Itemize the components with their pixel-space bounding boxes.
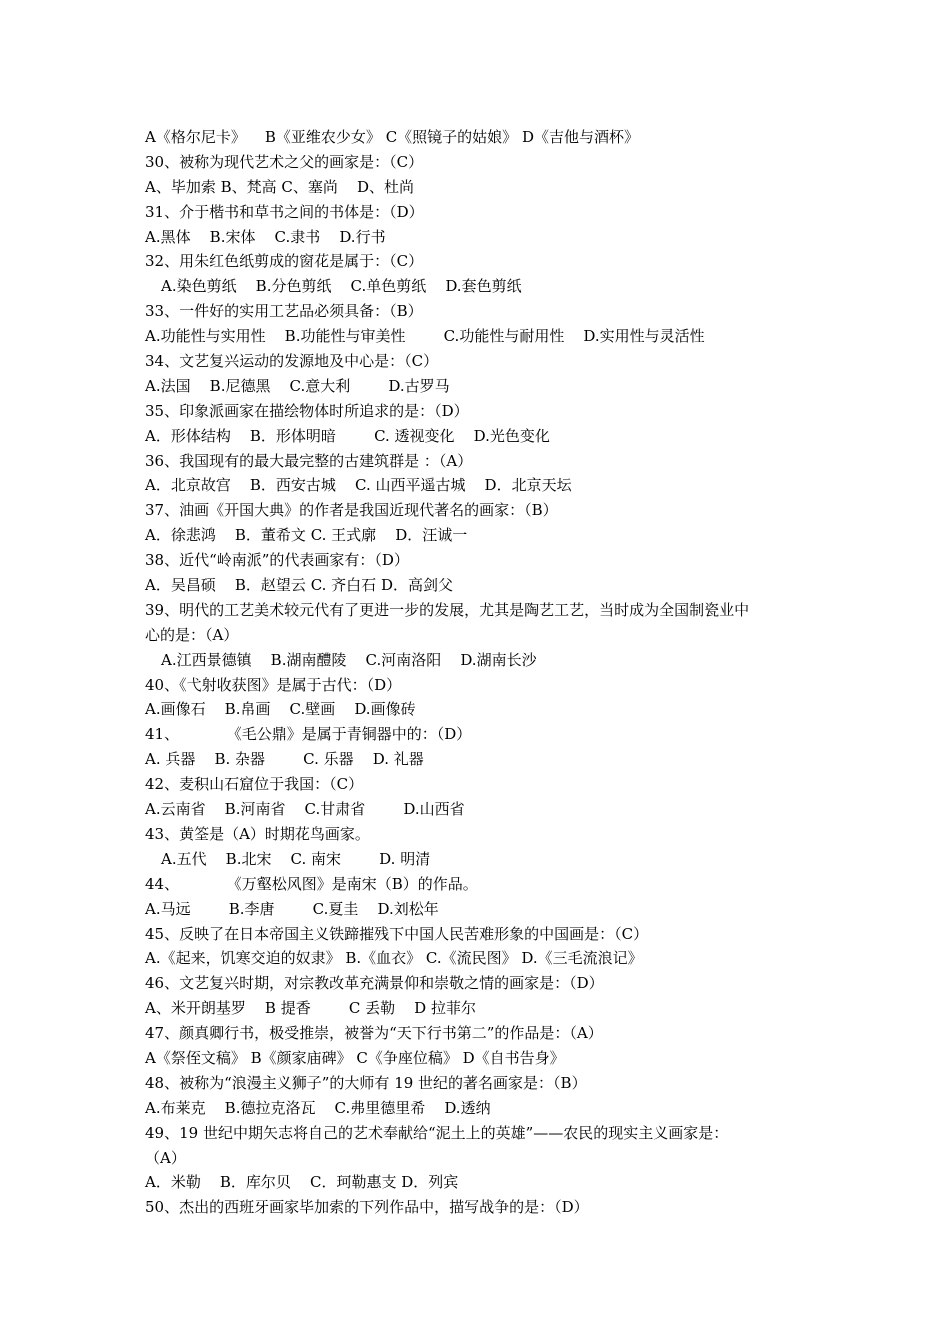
text-line: 36、我国现有的最大最完整的古建筑群是 ：（A）	[145, 451, 473, 470]
text-line: A《格尔尼卡》 B《亚维农少女》 C《照镜子的姑娘》 D《吉他与酒杯》	[145, 128, 639, 146]
text-line: A.法国 B.尼德黑 C.意大利 D.古罗马	[145, 376, 450, 395]
text-line: 47、颜真卿行书，极受推崇，被誉为“天下行书第二”的作品是：（A）	[145, 1024, 603, 1043]
text-line: A.功能性与实用性 B.功能性与审美性 C.功能性与耐用性 D.实用性与灵活性	[145, 327, 705, 346]
question-list	[145, 125, 825, 1220]
text-line: A．米勒 B．库尔贝 C．珂勒惠支 D．列宾	[145, 1173, 459, 1192]
text-line: 50、杰出的西班牙画家毕加索的下列作品中，描写战争的是：（D）	[145, 1198, 589, 1217]
text-line: 37、油画《开国大典》的作者是我国近现代著名的画家：（B）	[145, 501, 558, 520]
text-line: （A）	[145, 1148, 186, 1167]
text-line: 45、反映了在日本帝国主义铁蹄摧残下中国人民苦难形象的中国画是：（C）	[145, 924, 649, 943]
text-line: A．吴昌硕 B．赵望云 C. 齐白石 D．高剑父	[145, 576, 453, 595]
text-line: A.黑体 B.宋体 C.隶书 D.行书	[145, 227, 386, 246]
text-line: 44、 《万壑松风图》是南宋（B）的作品。	[145, 874, 478, 893]
text-line: 38、近代“岭南派”的代表画家有：（D）	[145, 551, 409, 570]
text-line: A．徐悲鸿 B．董希文 C. 王式廓 D．汪诚一	[145, 526, 468, 545]
text-line: 心的是：（A）	[145, 625, 239, 644]
text-line: A.江西景德镇 B.湖南醴陵 C.河南洛阳 D.湖南长沙	[161, 650, 537, 669]
text-line: A.布莱克 B.德拉克洛瓦 C.弗里德里希 D.透纳	[145, 1098, 491, 1117]
text-line: 30、被称为现代艺术之父的画家是：（C）	[145, 152, 424, 171]
text-line: 41、 《毛公鼎》是属于青铜器中的：（D）	[145, 725, 472, 744]
text-line: 39、明代的工艺美术较元代有了更进一步的发展，尤其是陶艺工艺，当时成为全国制瓷业中	[145, 600, 750, 619]
text-line: 46、文艺复兴时期，对宗教改革充满景仰和崇敬之情的画家是：（D）	[145, 974, 604, 993]
text-line: A.《起来，饥寒交迫的奴隶》 B.《血衣》 C.《流民图》 D.《三毛流浪记》	[145, 949, 643, 968]
text-line: 40、《弋射收获图》是属于古代：（D）	[145, 675, 402, 694]
text-line: 33、一件好的实用工艺品必须具备：（B）	[145, 302, 423, 321]
text-line: A、毕加索 B、梵高 C、塞尚 D、杜尚	[145, 177, 414, 196]
text-line: 34、文艺复兴运动的发源地及中心是：（C）	[145, 352, 439, 371]
text-line: A. 兵器 B. 杂器 C. 乐器 D. 礼器	[145, 750, 424, 769]
text-line: A．形体结构 B．形体明暗 C. 透视变化 D.光色变化	[145, 426, 550, 445]
text-line: 32、用朱红色纸剪成的窗花是属于：（C）	[145, 252, 424, 271]
text-line: A.画像石 B.帛画 C.壁画 D.画像砖	[145, 700, 416, 719]
text-line: A．北京故宫 B．西安古城 C. 山西平遥古城 D．北京天坛	[145, 476, 572, 495]
text-line: 48、被称为“浪漫主义狮子”的大师有 19 世纪的著名画家是：（B）	[145, 1073, 587, 1092]
text-line: A.五代 B.北宋 C. 南宋 D. 明清	[161, 849, 431, 868]
text-line: A.染色剪纸 B.分色剪纸 C.单色剪纸 D.套色剪纸	[161, 277, 522, 296]
text-line: A、米开朗基罗 B 提香 C 丢勒 D 拉菲尔	[145, 999, 476, 1018]
text-line: 31、介于楷书和草书之间的书体是：（D）	[145, 202, 424, 221]
text-line: 43、黄筌是（A）时期花鸟画家。	[145, 824, 370, 843]
text-line: 35、印象派画家在描绘物体时所追求的是：（D）	[145, 401, 469, 420]
text-line: 42、麦积山石窟位于我国：（C）	[145, 775, 364, 794]
text-line: A《祭侄文稿》 B《颜家庙碑》 C《争座位稿》 D《自书告身》	[145, 1048, 565, 1067]
text-line: 49、19 世纪中期矢志将自己的艺术奉献给“泥土上的英雄”——农民的现实主义画家是：	[145, 1123, 729, 1142]
text-line: A.马远 B.李唐 C.夏圭 D.刘松年	[145, 899, 439, 918]
text-line: A.云南省 B.河南省 C.甘肃省 D.山西省	[145, 800, 465, 819]
